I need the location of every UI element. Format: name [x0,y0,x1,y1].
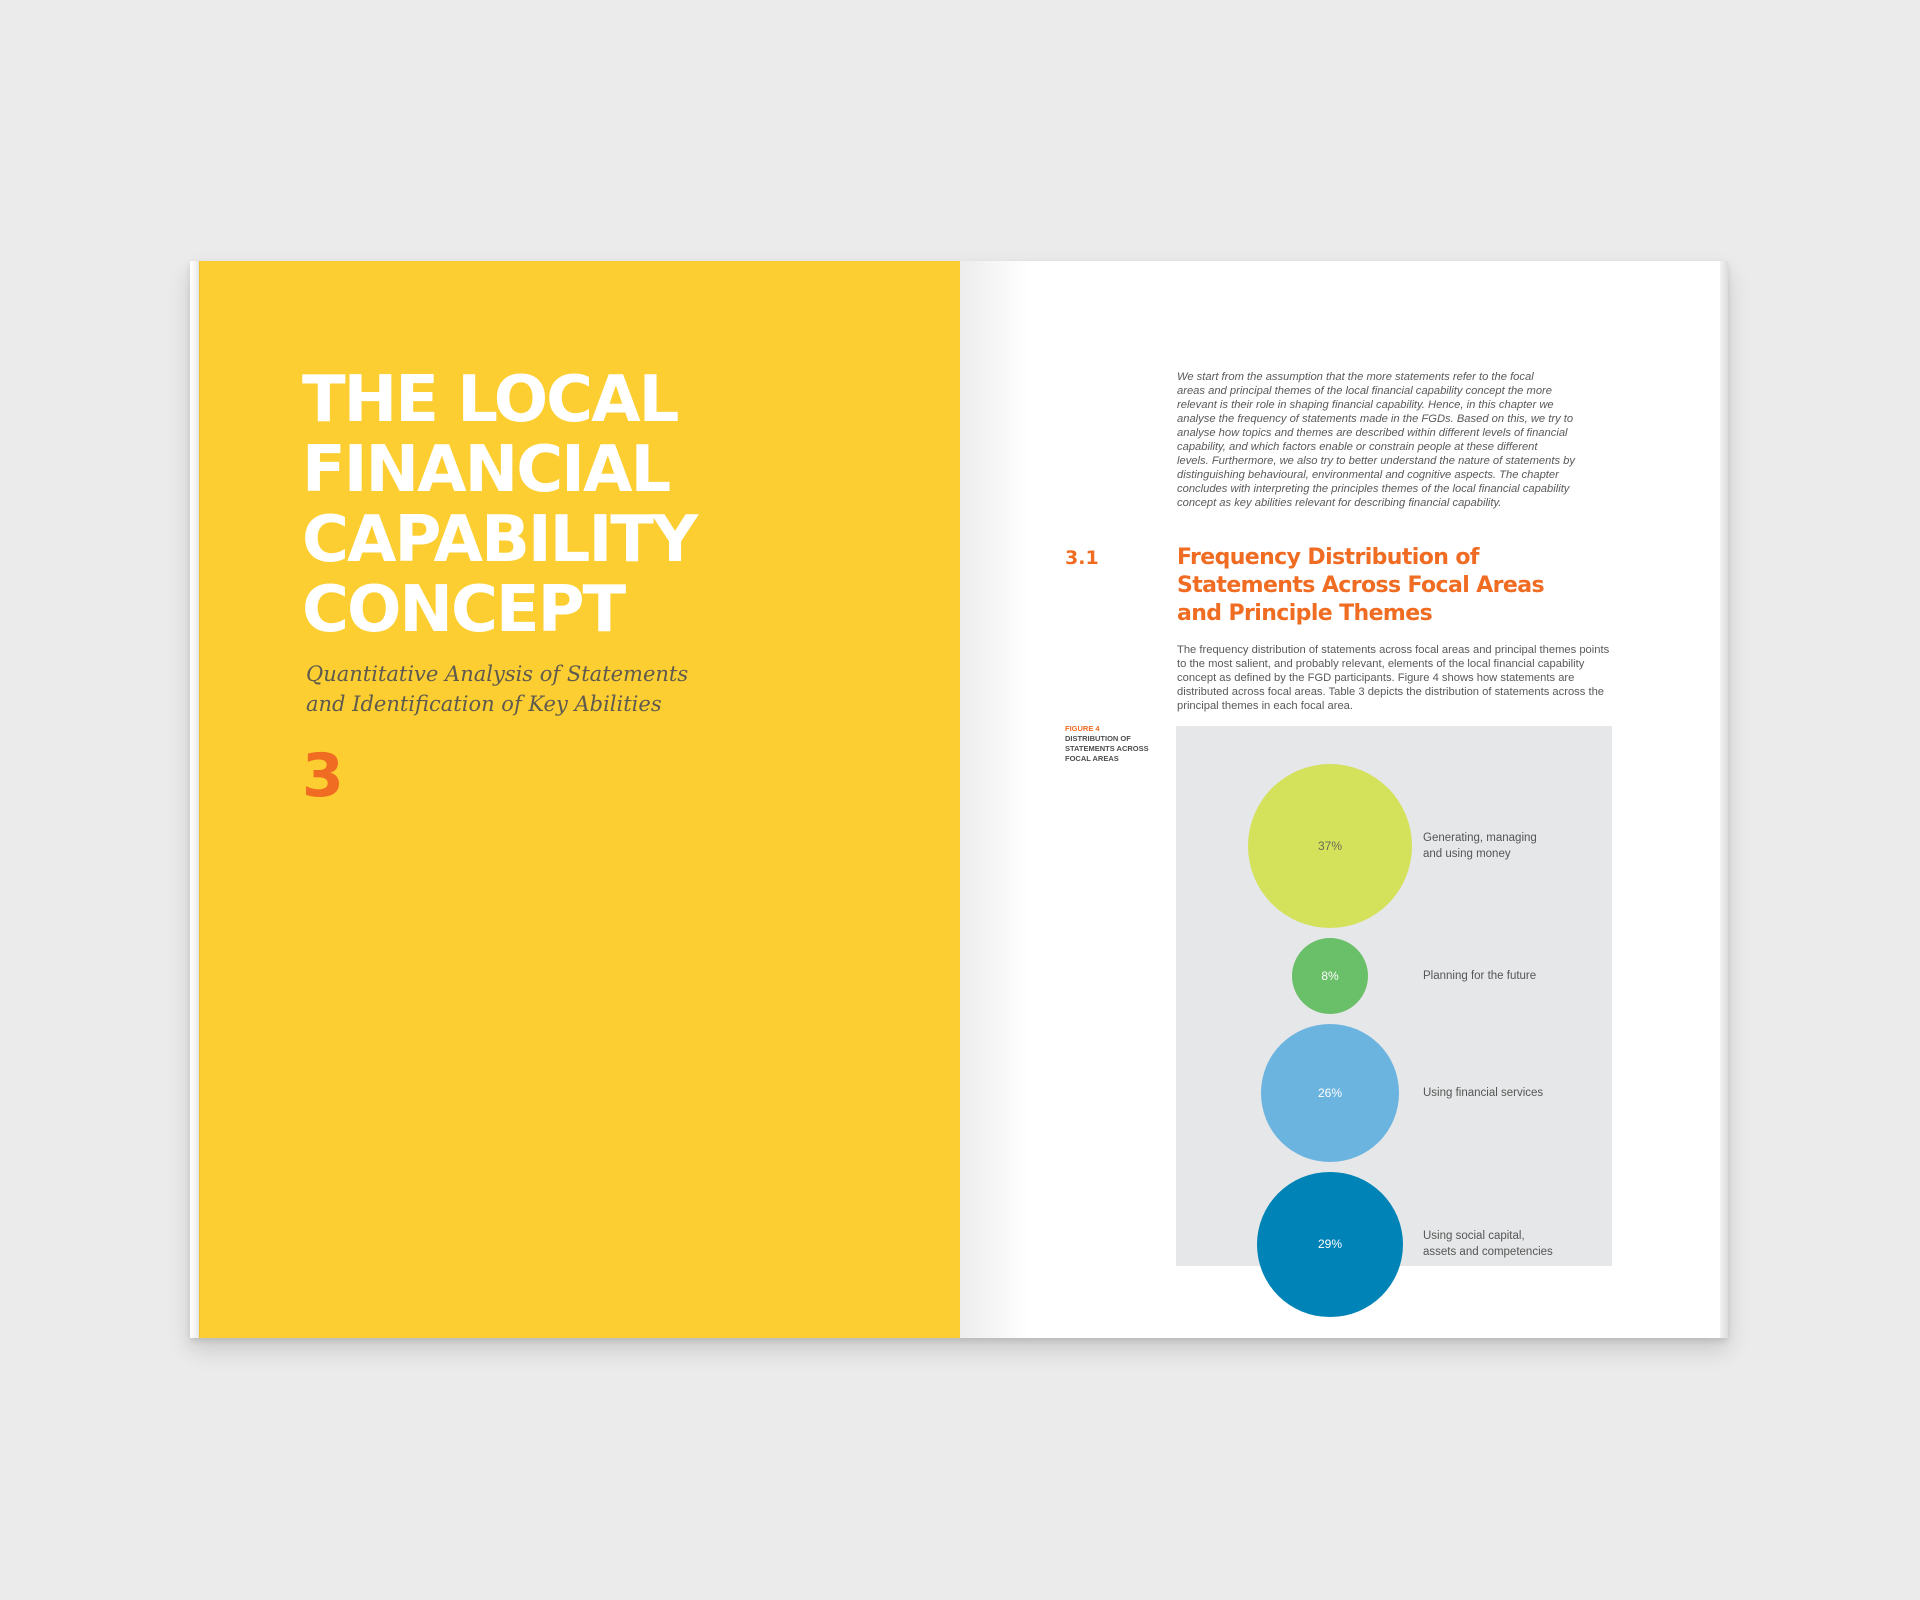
bubble-category-label-line: Using social capital, [1423,1230,1525,1243]
intro-paragraph [1177,370,1615,510]
figure-label: FIGURE 4 [1065,724,1100,733]
body-paragraph [1177,643,1617,713]
bubble-value-label: 37% [1317,839,1343,853]
figure-caption [1065,724,1165,764]
intro-line: We start from the assumption that the more statements refer to the focal [1177,371,1534,383]
chapter-title [302,365,862,645]
gutter-shadow [960,261,1030,1338]
bubble-mark [1261,1024,1398,1161]
page-edge [190,261,199,1338]
page-edge [1720,261,1728,1338]
bubble-category-label-line: and using money [1423,848,1511,860]
body-line: to the most salient, and probably relevant, elements of the local financial capability [1177,658,1585,670]
chapter-subtitle-line: Quantitative Analysis of Statements [306,662,689,686]
bubble-category-label-line: Planning for the future [1423,970,1537,983]
intro-line: distinguishing behavioural, environmental and cognitive aspects. The chapter [1177,469,1559,481]
figure-title [1065,734,1165,764]
section-heading [1177,544,1607,628]
body-line: The frequency distribution of statements across focal areas and principal themes points [1177,644,1610,656]
bubble-category-label-line: Generating, managing [1423,832,1537,844]
bubble-category-label [1423,1228,1603,1260]
intro-line: levels. Furthermore, we also try to better understand the nature of statements by [1177,455,1575,467]
bubble-mark [1248,764,1412,928]
section-number: 3.1 [1065,547,1099,569]
figure-title-line: STATEMENTS ACROSS [1065,744,1149,753]
section-heading-line: Frequency Distribution of [1177,545,1479,570]
chapter-subtitle-line: and Identification of Key Abilities [306,692,662,716]
intro-line: capability, and which factors enable or constrain people at these different [1177,441,1538,453]
bubble-category-label-line: assets and competencies [1423,1246,1553,1259]
body-line: principal themes in each focal area. [1177,700,1353,712]
chapter-number: 3 [302,741,344,811]
bubble-value-label: 29% [1317,1237,1342,1252]
chapter-title-line: CAPABILITY [302,503,697,577]
intro-line: analyse the frequency of statements made in the FGDs. Based on this, we try to [1177,413,1574,425]
figure-title-line: DISTRIBUTION OF [1065,734,1131,743]
bubble-category-label [1423,830,1603,862]
bubble-value-label: 8% [1321,969,1339,984]
intro-line: concept as key abilities relevant for describing financial capability. [1177,497,1502,509]
chapter-title-line: FINANCIAL [302,433,670,507]
right-page [960,261,1728,1338]
bubble-mark [1257,1172,1402,1317]
body-line: concept as defined by the FGD participants. Figure 4 shows how statements are [1177,672,1575,684]
intro-line: areas and principal themes of the local financial capability concept the more [1177,385,1552,397]
bubble-category-label-line: Using financial services [1423,1086,1544,1099]
intro-line: relevant is their role in shaping financial capability. Hence, in this chapter we [1177,399,1554,411]
section-heading-line: and Principle Themes [1177,601,1433,626]
chapter-title-line: THE LOCAL [302,363,678,437]
chapter-title-line: CONCEPT [302,573,625,647]
magazine-spread [190,261,1728,1338]
chapter-subtitle [306,659,826,719]
bubble-mark [1292,938,1368,1014]
section-heading-line: Statements Across Focal Areas [1177,573,1544,598]
bubble-category-label [1423,968,1603,984]
bubble-category-label [1423,1085,1603,1101]
body-line: distributed across focal areas. Table 3 depicts the distribution of statements across the [1177,686,1605,698]
intro-line: analyse how topics and themes are described within different levels of financial [1177,427,1568,439]
figure-title-line: FOCAL AREAS [1065,754,1119,763]
left-page [190,261,960,1338]
bubble-value-label: 26% [1317,1085,1342,1100]
intro-line: concludes with interpreting the principles themes of the local financial capability [1177,483,1570,495]
bubble-chart [1176,726,1612,1266]
